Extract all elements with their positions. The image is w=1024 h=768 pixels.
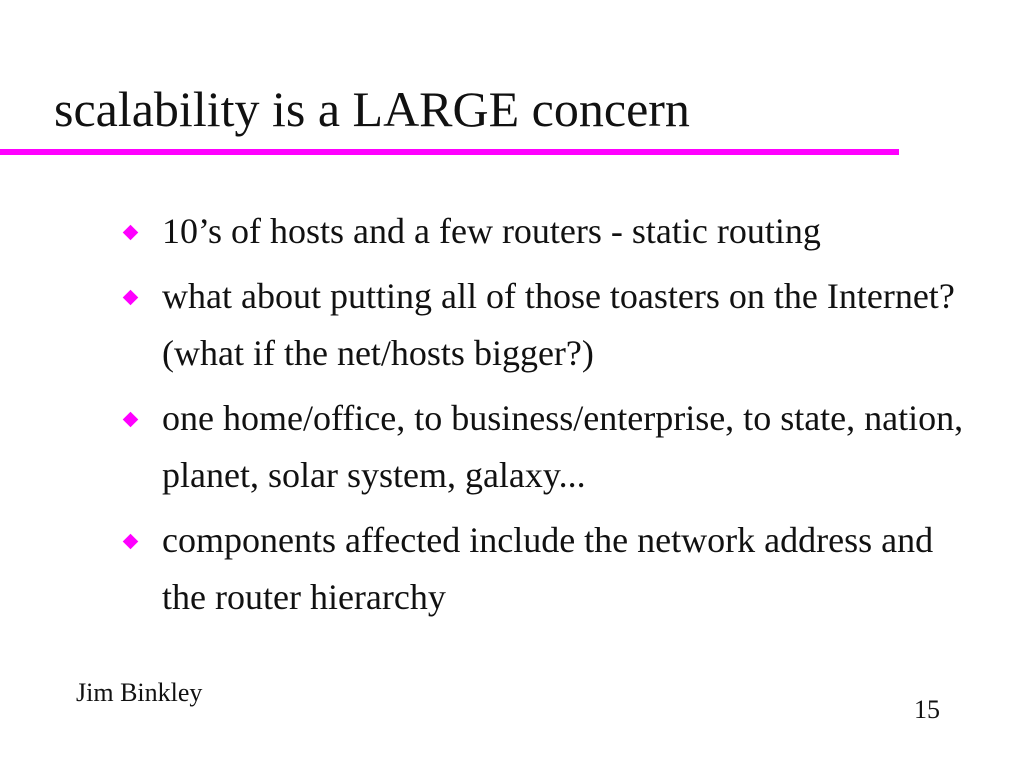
magenta-diamond-icon (122, 533, 139, 550)
title-underline (0, 149, 899, 155)
footer-author: Jim Binkley (76, 678, 203, 707)
bullet-text: components affected include the network address and the router hierarchy (162, 520, 934, 617)
magenta-diamond-icon (122, 224, 139, 241)
slide-title: scalability is a LARGE concern (54, 81, 690, 137)
magenta-diamond-icon (122, 411, 139, 428)
page-number: 15 (914, 695, 940, 724)
magenta-diamond-icon (122, 289, 139, 306)
bullet-text: 10’s of hosts and a few routers - static routing (162, 211, 821, 251)
bullet-item (122, 203, 982, 260)
bullet-list (122, 203, 982, 634)
bullet-text: one home/office, to business/enterprise, to state, nation, planet, solar system, galaxy... (162, 398, 964, 495)
bullet-item (122, 390, 982, 504)
bullet-text: what about putting all of those toasters on the Internet? (what if the net/hosts bigger?) (162, 276, 955, 373)
bullet-item (122, 512, 982, 626)
bullet-item (122, 268, 982, 382)
